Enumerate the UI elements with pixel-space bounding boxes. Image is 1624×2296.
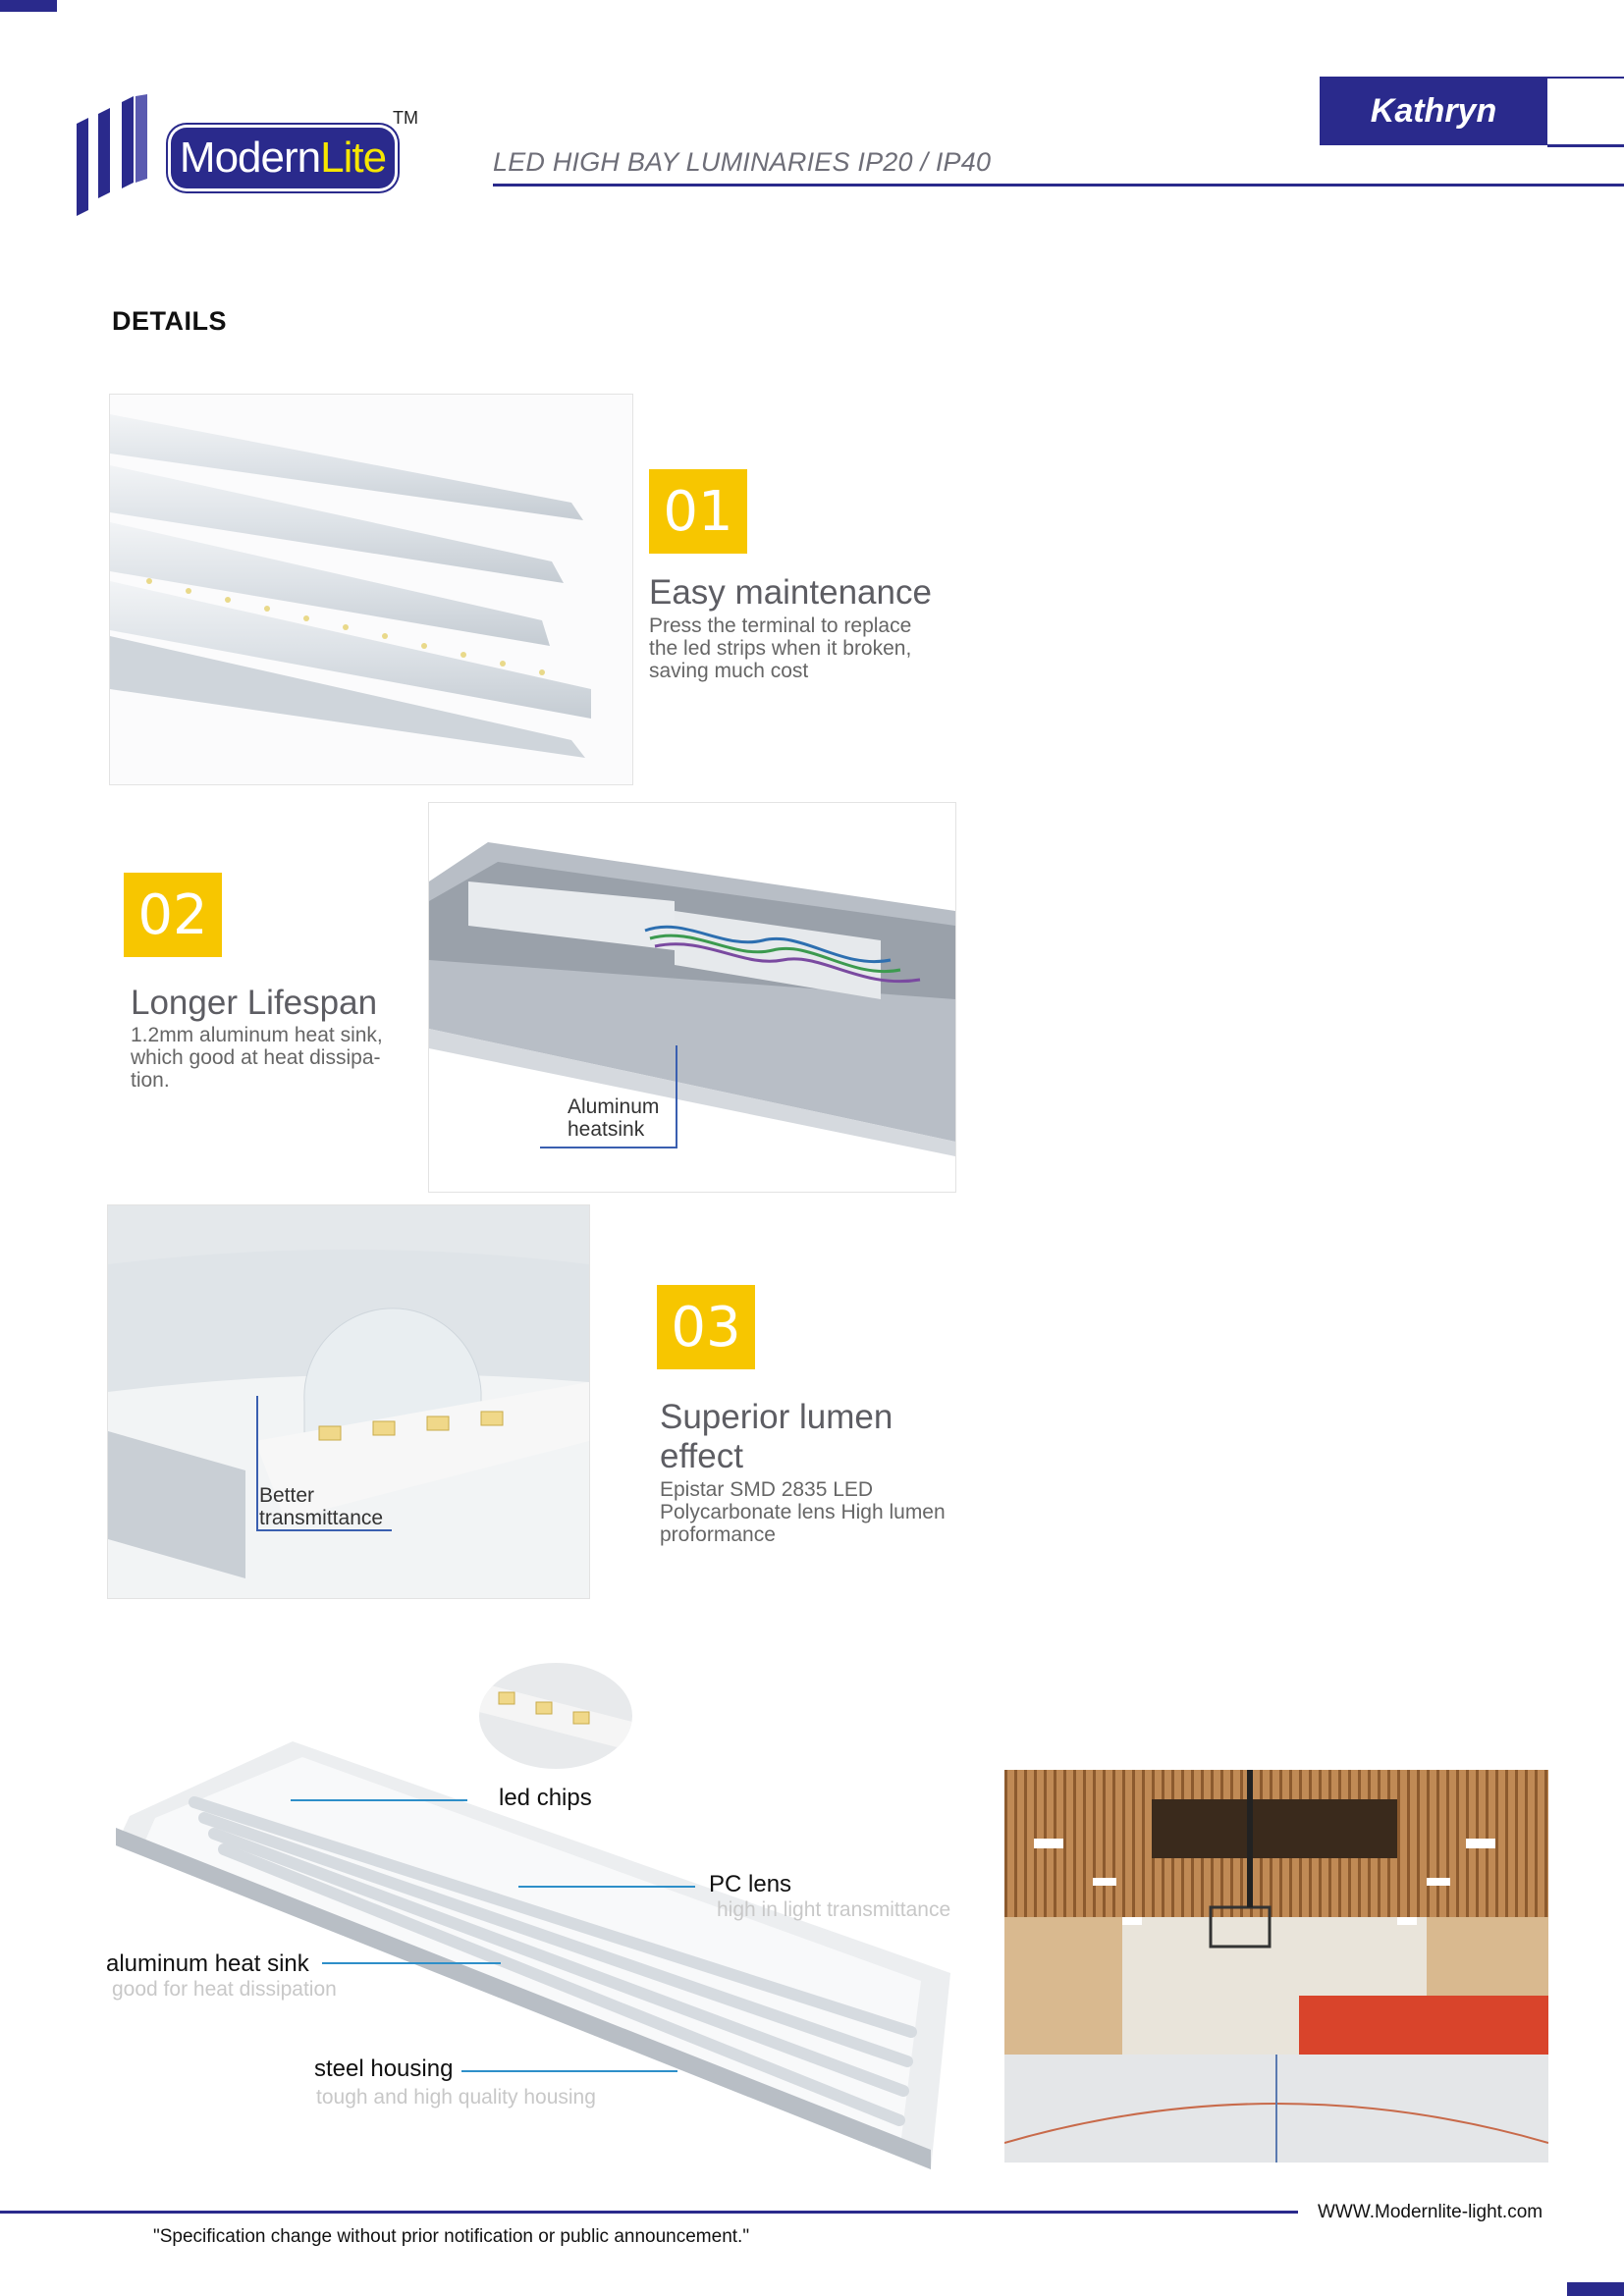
label-heat-sink-sub: good for heat dissipation bbox=[112, 1978, 337, 2001]
footer-rule bbox=[0, 2211, 1298, 2214]
feature-description-line: the led strips when it broken, bbox=[649, 637, 912, 660]
callout-line-text: Better bbox=[259, 1484, 315, 1507]
leader-led-chips bbox=[291, 1799, 467, 1801]
feature-description-line: Epistar SMD 2835 LED bbox=[660, 1478, 874, 1501]
leader-housing bbox=[461, 2070, 677, 2072]
label-led-chips: led chips bbox=[499, 1785, 592, 1811]
model-badge-frame bbox=[1547, 77, 1624, 147]
leader-pc-lens bbox=[518, 1886, 695, 1888]
footer-website: WWW.Modernlite-light.com bbox=[1318, 2202, 1543, 2222]
footer-disclaimer: "Specification change without prior notification or public announcement." bbox=[153, 2226, 750, 2247]
logo-word-lite: Lite bbox=[320, 133, 387, 182]
feature-description-02 bbox=[131, 1024, 383, 1092]
callout-better-transmittance bbox=[259, 1484, 383, 1529]
label-pc-lens-sub: high in light transmittance bbox=[717, 1898, 951, 1921]
callout-line-text: transmittance bbox=[259, 1507, 384, 1529]
feature-description-line: Press the terminal to replace bbox=[649, 614, 912, 637]
brand-logo bbox=[77, 94, 430, 216]
label-steel-housing-sub: tough and high quality housing bbox=[316, 2086, 596, 2109]
callout-line-text: Aluminum bbox=[568, 1095, 660, 1118]
feature-description-01 bbox=[649, 614, 911, 682]
callout-line-text: heatsink bbox=[568, 1118, 645, 1141]
callout-leader-horizontal bbox=[256, 1529, 392, 1531]
photo-sports-hall bbox=[1004, 1770, 1548, 2163]
label-pc-lens: PC lens bbox=[709, 1871, 792, 1897]
feature-title-02: Longer Lifespan bbox=[131, 984, 378, 1022]
label-heat-sink: aluminum heat sink bbox=[106, 1950, 309, 1977]
feature-description-line: 1.2mm aluminum heat sink, bbox=[131, 1024, 383, 1046]
photo-heatsink-interior bbox=[428, 802, 956, 1193]
heatsink-illustration bbox=[429, 803, 955, 1192]
feature-description-line: which good at heat dissipa- bbox=[131, 1046, 381, 1069]
corner-accent-top bbox=[0, 0, 57, 12]
feature-title-line: effect bbox=[660, 1437, 743, 1475]
document-title: LED HIGH BAY LUMINARIES IP20 / IP40 bbox=[493, 147, 992, 177]
feature-badge-03: 03 bbox=[657, 1285, 755, 1369]
section-title: DETAILS bbox=[112, 306, 227, 336]
callout-leader-vertical bbox=[256, 1396, 258, 1531]
leader-heat-sink bbox=[322, 1962, 501, 1964]
feature-description-line: tion. bbox=[131, 1069, 170, 1092]
led-tubes-illustration bbox=[110, 395, 632, 784]
sports-hall-illustration bbox=[1004, 1770, 1548, 2163]
label-steel-housing: steel housing bbox=[314, 2056, 454, 2082]
feature-title-line: Superior lumen bbox=[660, 1398, 893, 1436]
pc-lens-illustration bbox=[108, 1205, 589, 1598]
trademark-mark: TM bbox=[393, 108, 418, 128]
feature-title-01: Easy maintenance bbox=[649, 573, 932, 612]
header-rule bbox=[493, 184, 1624, 187]
feature-badge-02: 02 bbox=[124, 873, 222, 957]
photo-pc-lens bbox=[107, 1204, 590, 1599]
feature-description-03 bbox=[660, 1478, 946, 1546]
callout-leader-horizontal bbox=[540, 1147, 677, 1148]
feature-badge-01: 01 bbox=[649, 469, 747, 554]
corner-accent-bottom bbox=[1567, 2282, 1624, 2296]
callout-aluminum-heatsink bbox=[568, 1095, 659, 1141]
logo-wordmark bbox=[171, 128, 395, 188]
feature-description-line: Polycarbonate lens High lumen bbox=[660, 1501, 946, 1523]
logo-word-modern: Modern bbox=[179, 133, 321, 182]
model-name-badge: Kathryn bbox=[1320, 77, 1547, 145]
logo-mark-icon bbox=[77, 94, 159, 216]
feature-description-line: proformance bbox=[660, 1523, 776, 1546]
photo-led-tubes bbox=[109, 394, 633, 785]
callout-leader-vertical bbox=[676, 1045, 677, 1148]
feature-title-03 bbox=[660, 1398, 893, 1476]
feature-description-line: saving much cost bbox=[649, 660, 809, 682]
